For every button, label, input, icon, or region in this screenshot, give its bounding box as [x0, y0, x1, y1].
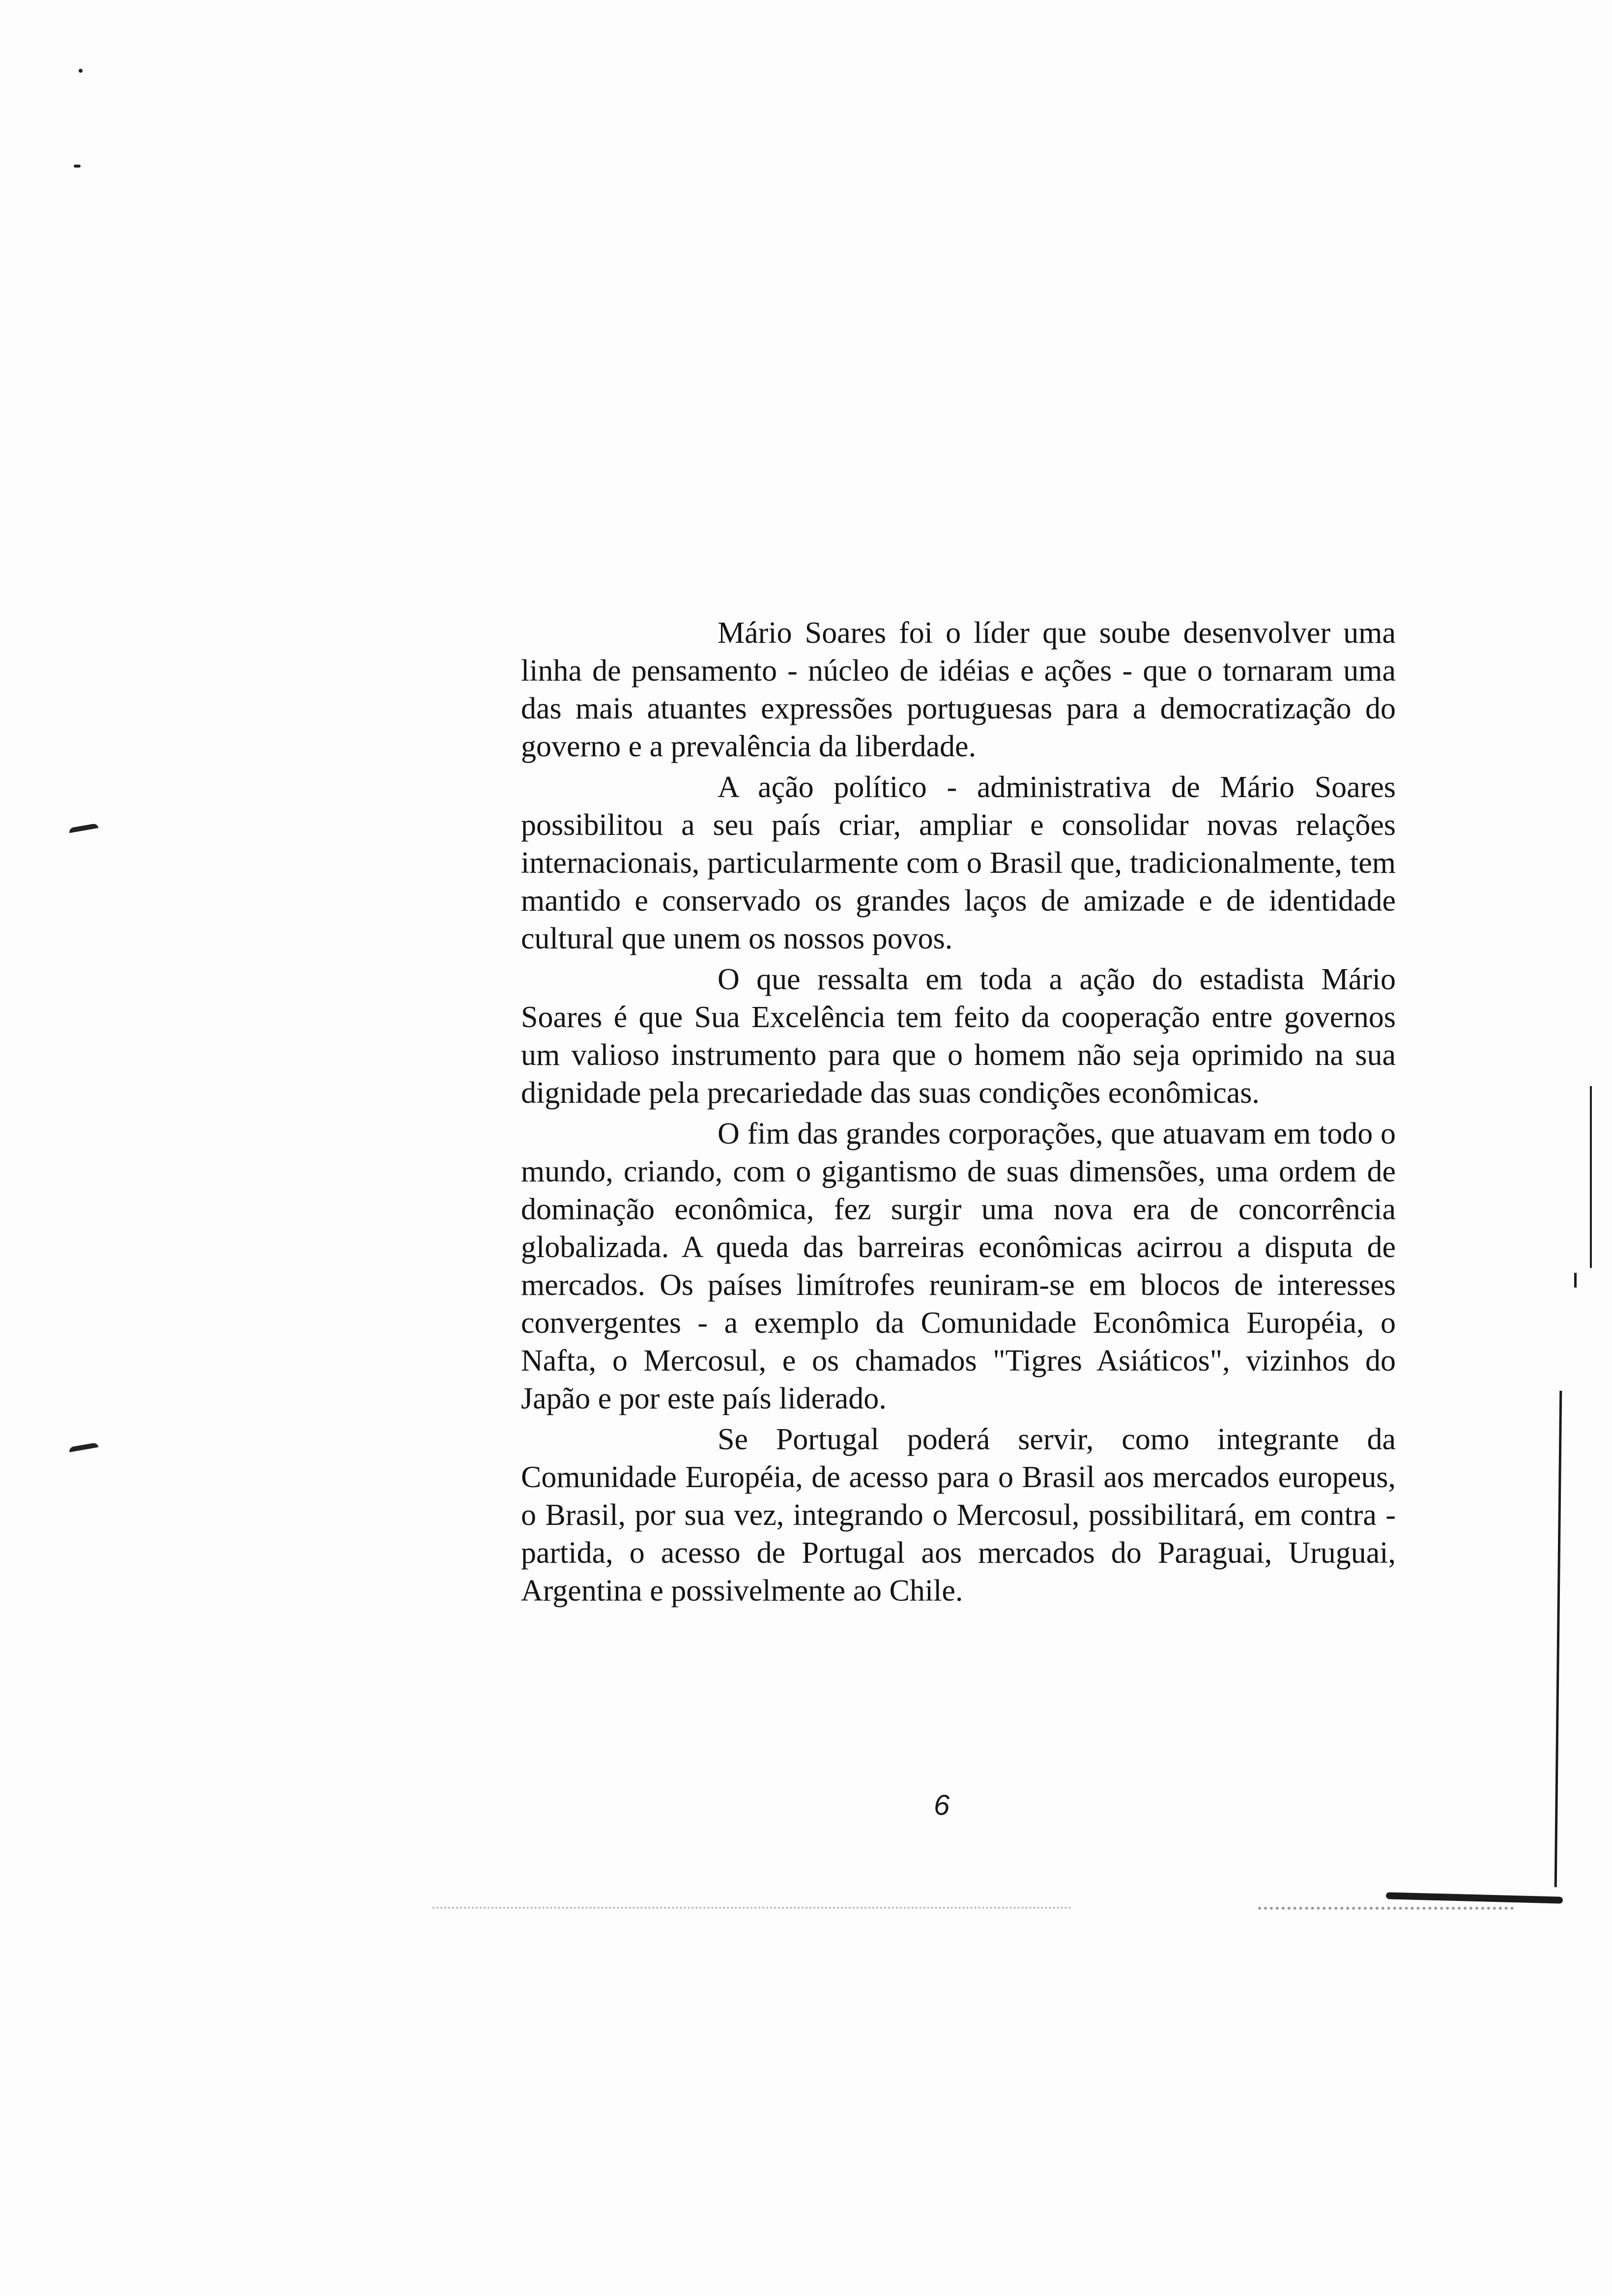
paragraph: A ação político - administrativa de Mário Soares possibilitou a seu país criar, ampliar e consolidar novas relações internacionais, particularmente com o Brasil que, tradicionalmente, tem mantido e conservado os grandes laços de amizade e de identidade cultural que unem os nossos povos. — [521, 771, 1396, 955]
scan-edge-line — [1574, 1273, 1577, 1288]
scan-edge-line — [1554, 1391, 1562, 1887]
body-text — [521, 614, 1396, 1613]
scan-dotted-line — [432, 1907, 1071, 1909]
scan-edge-line — [1590, 1086, 1592, 1268]
scan-dotted-line — [1258, 1907, 1514, 1910]
paragraph: Mário Soares foi o líder que soube desenvolver uma linha de pensamento - núcleo de idéias e ações - que o tornaram uma das mais atuantes expressões portuguesas para a democratização do governo e a prevalência da liberdade. — [521, 616, 1396, 763]
paragraph: O que ressalta em toda a ação do estadista Mário Soares é que Sua Excelência tem feito da cooperação entre governos um valioso instrumento para que o homem não seja oprimido na sua dignidade pela precariedade das suas condições econômicas. — [521, 963, 1396, 1110]
paragraph: O fim das grandes corporações, que atuavam em todo o mundo, criando, com o gigantismo de suas dimensões, uma ordem de dominação econômica, fez surgir uma nova era de concorrência globalizada. A queda das barreiras econômicas acirrou a disputa de mercados. Os países limítrofes reuniram-se em blocos de interesses convergentes - a exemplo da Comunidade Econômica Européia, o Nafta, o Mercosul, e os chamados "Tigres Asiáticos", vizinhos do Japão e por este país liderado. — [521, 1117, 1396, 1415]
scan-mark — [69, 823, 99, 833]
scan-mark — [69, 1442, 99, 1452]
scan-edge-line — [1386, 1892, 1563, 1903]
scan-mark — [79, 69, 83, 73]
paragraph: Se Portugal poderá servir, como integrante da Comunidade Européia, de acesso para o Brasil aos mercados europeus, o Brasil, por sua vez, integrando o Mercosul, possibilitará, em contra - partida, o acesso de Portugal aos mercados do Paraguai, Uruguai, Argentina e possivelmente ao Chile. — [521, 1423, 1396, 1607]
page-number: 6 — [934, 1789, 950, 1821]
scan-mark — [74, 165, 81, 168]
